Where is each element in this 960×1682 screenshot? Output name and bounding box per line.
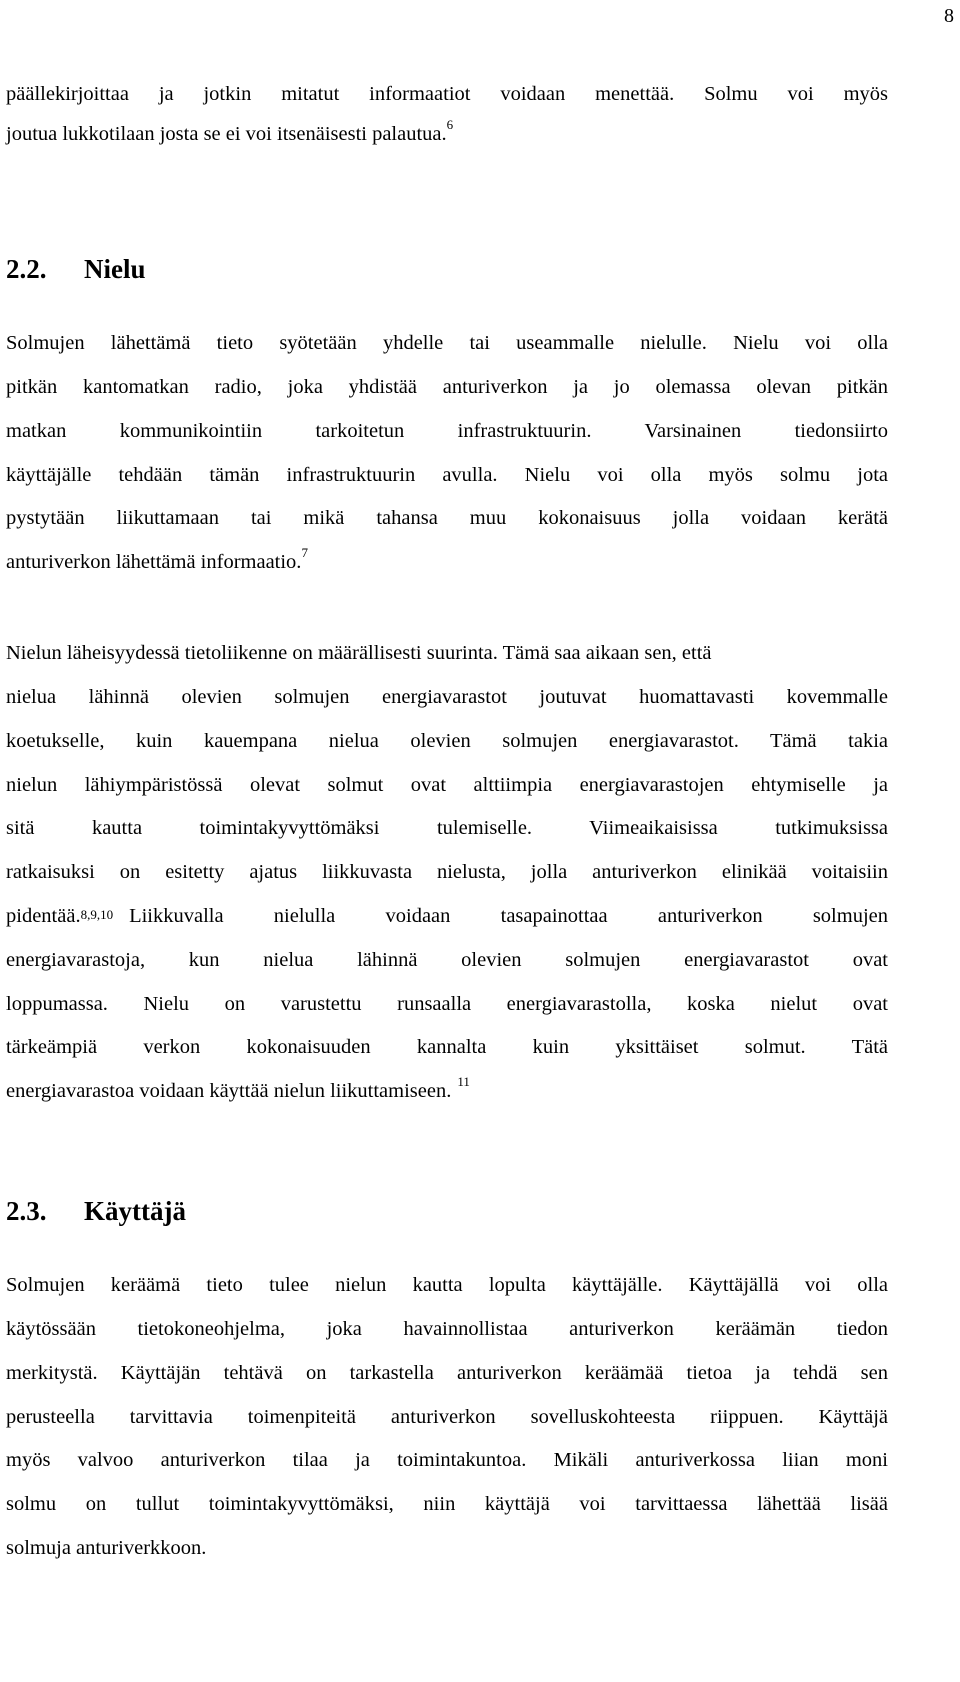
- text-line: ratkaisuksi on esitetty ajatus liikkuvasta nielusta, jolla anturiverkon elinikää voitaisiin: [6, 861, 888, 883]
- text-line: perusteella tarvittavia toimenpiteitä anturiverkon sovelluskohteesta riippuen. Käyttäjä: [6, 1406, 888, 1428]
- text-line: käyttäjälle tehdään tämän infrastruktuurin avulla. Nielu voi olla myös solmu jota: [6, 464, 888, 486]
- text-line: matkan kommunikointiin tarkoitetun infrastruktuurin. Varsinainen tiedonsiirto: [6, 420, 888, 442]
- text-line: Nielun läheisyydessä tietoliikenne on määrällisesti suurinta. Tämä saa aikaan sen, että: [6, 642, 712, 664]
- footnote-ref: 7: [301, 545, 308, 561]
- text-line: loppumassa. Nielu on varustettu runsaalla energiavarastolla, koska nielut ovat: [6, 993, 888, 1015]
- section-heading: [6, 253, 146, 285]
- section-number: 2.2.: [6, 254, 47, 284]
- text-line: merkitystä. Käyttäjän tehtävä on tarkastella anturiverkon keräämää tietoa ja tehdä sen: [6, 1362, 888, 1384]
- text-line: käytössään tietokoneohjelma, joka havainnollistaa anturiverkon keräämän tiedon: [6, 1318, 888, 1340]
- text-span: Liikkuvalla nielulla voidaan tasapainottaa anturiverkon solmujen: [129, 905, 888, 927]
- text-line: tärkeämpiä verkon kokonaisuuden kannalta kuin yksittäiset solmut. Tätä: [6, 1036, 888, 1058]
- text-line: sitä kautta toimintakyvyttömäksi tulemiselle. Viimeaikaisissa tutkimuksissa: [6, 817, 888, 839]
- text-line: pitkän kantomatkan radio, joka yhdistää anturiverkon ja jo olemassa olevan pitkän: [6, 376, 888, 398]
- text-span: pidentää.: [6, 905, 81, 927]
- text-line: nielua lähinnä olevien solmujen energiavarastot joutuvat huomattavasti kovemmalle: [6, 686, 888, 708]
- text-line: koetukselle, kuin kauempana nielua olevien solmujen energiavarastot. Tämä takia: [6, 730, 888, 752]
- footnote-ref: 11: [457, 1074, 470, 1090]
- text-line: [6, 545, 308, 575]
- section-title: Käyttäjä: [84, 1196, 186, 1226]
- text-line: nielun lähiympäristössä olevat solmut ovat alttiimpia energiavarastojen ehtymiselle ja: [6, 774, 888, 796]
- text-line: myös valvoo anturiverkon tilaa ja toimintakuntoa. Mikäli anturiverkossa liian moni: [6, 1449, 888, 1471]
- text-line: solmuja anturiverkkoon.: [6, 1537, 207, 1559]
- text-line: päällekirjoittaa ja jotkin mitatut informaatiot voidaan menettää. Solmu voi myös: [6, 83, 888, 105]
- text-line: solmu on tullut toimintakyvyttömäksi, niin käyttäjä voi tarvittaessa lähettää lisää: [6, 1493, 888, 1515]
- text-line: Solmujen lähettämä tieto syötetään yhdelle tai useammalle nielulle. Nielu voi olla: [6, 332, 888, 354]
- text-line: [6, 117, 454, 147]
- page-number: 8: [944, 5, 954, 27]
- section-heading: [6, 1195, 186, 1227]
- footnote-ref: 6: [446, 117, 454, 133]
- text-line: Solmujen keräämä tieto tulee nielun kautta lopulta käyttäjälle. Käyttäjällä voi olla: [6, 1274, 888, 1296]
- text-span: anturiverkon lähettämä informaatio.: [6, 551, 302, 573]
- text-line: pidentää. $^{8,9,10}$ Liikkuvalla nielulla voidaan tasapainottaa anturiverkon solmujen: [6, 905, 888, 927]
- text-line: energiavarastoja, kun nielua lähinnä olevien solmujen energiavarastot ovat: [6, 949, 888, 971]
- section-number: 2.3.: [6, 1196, 47, 1226]
- section-title: Nielu: [84, 254, 146, 284]
- text-span: energiavarastoa voidaan käyttää nielun liikuttamiseen.: [6, 1080, 452, 1102]
- text-line: [6, 1074, 470, 1104]
- text-span: joutua lukkotilaan josta se ei voi itsenäisesti palautua.: [6, 123, 447, 145]
- text-line: pystytään liikuttamaan tai mikä tahansa muu kokonaisuus jolla voidaan kerätä: [6, 507, 888, 529]
